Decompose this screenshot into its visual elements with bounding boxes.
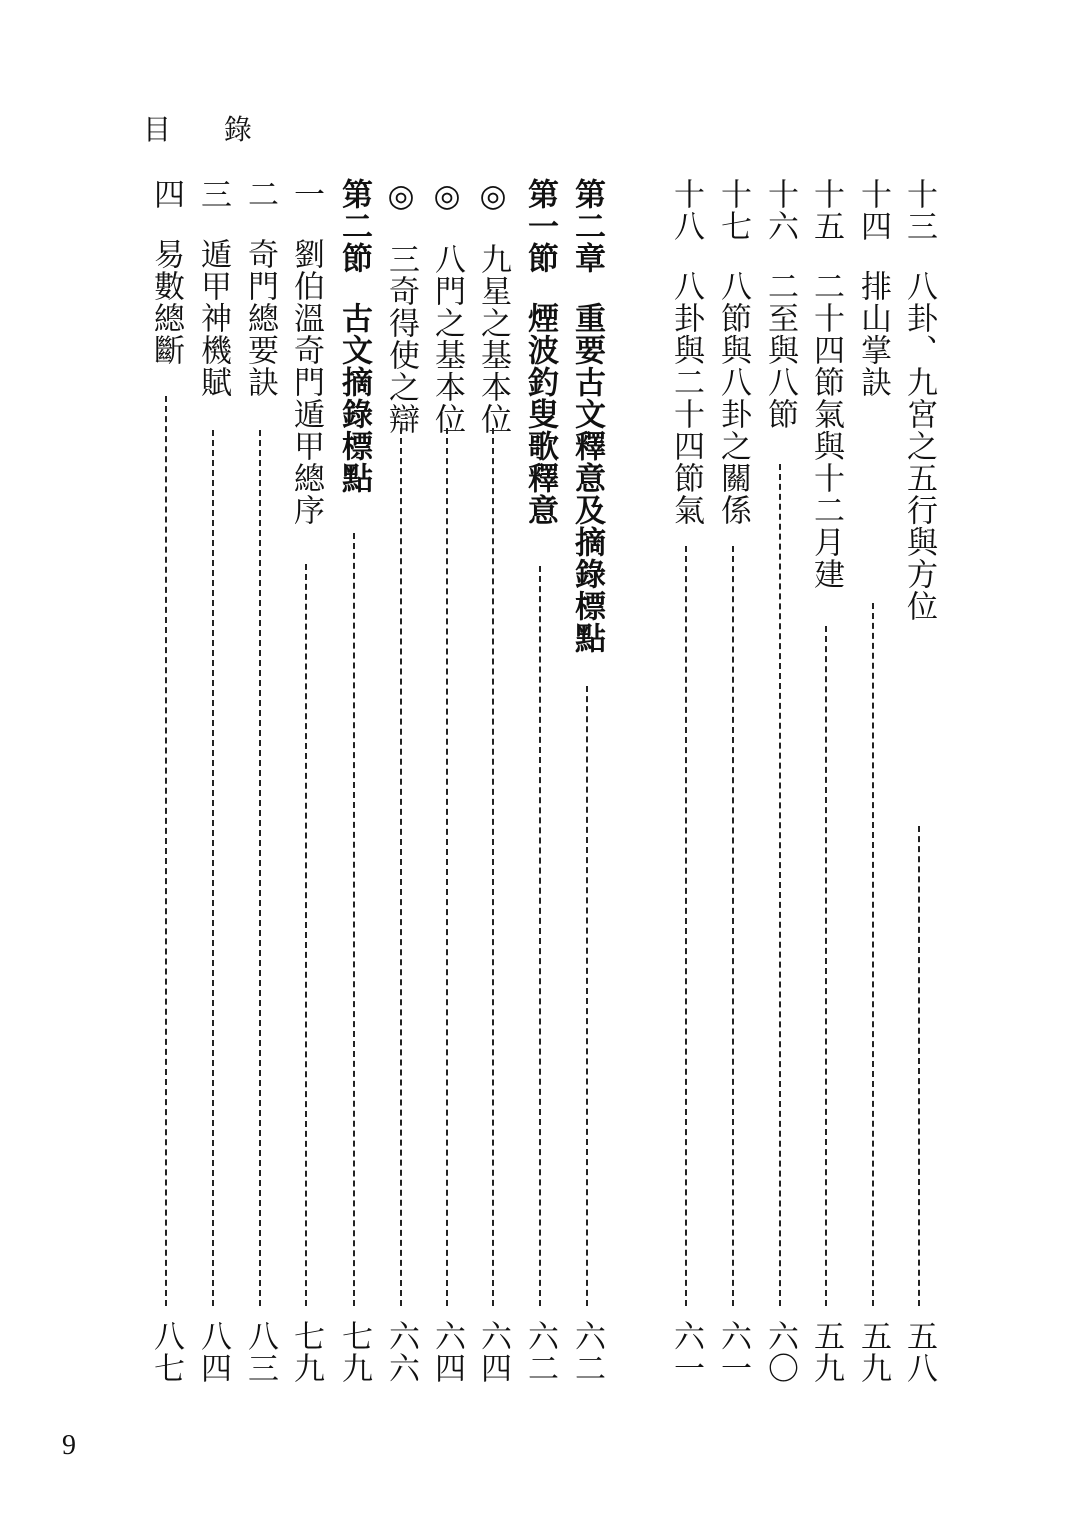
toc-entry-marker: 十七 [715,178,751,242]
dotted-leader [872,603,874,1306]
toc-entry-section[interactable] [334,178,374,1393]
toc-entry-title: 古文摘錄標點 [336,302,372,494]
toc-entry-page: 八七 [148,1320,184,1384]
toc-entry-title: 排山掌訣 [855,270,891,398]
toc-entry[interactable] [193,178,233,1393]
dotted-leader [165,396,167,1306]
page-header-title: 目 錄 [143,113,274,146]
toc-entry[interactable] [146,178,186,1393]
toc-entry-marker: 十六 [762,178,798,242]
toc-entry[interactable] [806,178,846,1393]
toc-entry-page: 六一 [715,1320,751,1384]
toc-entry-chapter[interactable] [567,178,607,1393]
dotted-leader [212,430,214,1306]
toc-entry[interactable] [381,178,421,1393]
dotted-leader [400,428,402,1306]
dotted-leader [446,428,448,1306]
toc-entry[interactable] [899,178,939,1393]
toc-entry[interactable] [853,178,893,1393]
toc-entry-page: 五九 [855,1320,891,1384]
toc-entry-marker: ◎ [475,178,511,215]
page-number: 9 [62,1430,76,1461]
toc-entry-marker: ◎ [429,178,465,215]
toc-entry-title: 二至與八節 [762,270,798,430]
dotted-leader [305,564,307,1306]
toc-entry-title: 三奇得使之辯 [383,243,419,435]
toc-entry-title: 八節與八卦之關係 [715,270,751,526]
toc-entry-page: 五九 [808,1320,844,1384]
toc-entry-title: 煙波釣叟歌釋意 [522,302,558,526]
toc-entry-marker: 十四 [855,178,891,242]
toc-entry-page: 六二 [522,1320,558,1384]
toc-entry-page: 六六 [383,1320,419,1384]
toc-entry[interactable] [473,178,513,1393]
toc-entry-marker: ◎ [383,178,419,215]
toc-entry-title: 八卦與二十四節氣 [668,270,704,526]
toc-entry-title: 九星之基本位 [475,243,511,435]
toc-entry-marker: 二 [242,178,278,210]
dotted-leader [353,533,355,1306]
toc-entry-page: 七九 [288,1320,324,1384]
toc-entry[interactable] [286,178,326,1393]
dotted-leader [259,430,261,1306]
toc-entry-page: 五八 [901,1320,937,1384]
toc-entry-marker: 一 [288,178,324,210]
toc-entry-marker: 三 [195,178,231,210]
toc-entry-title: 八卦、九宮之五行與方位 [901,270,937,622]
toc-entry-marker: 十八 [668,178,704,242]
toc-entry-section[interactable] [520,178,560,1393]
toc-entry-marker: 十三 [901,178,937,242]
toc-entry-marker: 第二節 [336,178,372,274]
toc-entry-page: 六四 [475,1320,511,1384]
toc-entry-title: 二十四節氣與十二月建 [808,270,844,590]
dotted-leader [586,686,588,1306]
toc-entry-page: 八四 [195,1320,231,1384]
toc-entry[interactable] [427,178,467,1393]
toc-entry-title: 易數總斷 [148,238,184,366]
toc-entry-title: 重要古文釋意及摘錄標點 [569,302,605,654]
dotted-leader [685,546,687,1306]
dotted-leader [779,464,781,1306]
toc-entry[interactable] [713,178,753,1393]
toc-entry-marker: 四 [148,178,184,210]
dotted-leader [825,626,827,1306]
toc-entry-title: 奇門總要訣 [242,238,278,398]
toc-entry-marker: 第二章 [569,178,605,274]
toc-entry-page: 六二 [569,1320,605,1384]
toc-entry[interactable] [666,178,706,1393]
toc-entry-title: 八門之基本位 [429,243,465,435]
toc-entry-marker: 十五 [808,178,844,242]
toc-entry-marker: 第一節 [522,178,558,274]
toc-entry-page: 六〇 [762,1320,798,1384]
dotted-leader [918,826,920,1306]
toc-entry-page: 七九 [336,1320,372,1384]
toc-entry[interactable] [240,178,280,1393]
dotted-leader [492,428,494,1306]
toc-entry[interactable] [760,178,800,1393]
toc-entry-page: 六四 [429,1320,465,1384]
toc-entry-title: 遁甲神機賦 [195,238,231,398]
toc-entry-page: 八三 [242,1320,278,1384]
dotted-leader [539,566,541,1306]
toc-entry-page: 六一 [668,1320,704,1384]
toc-entry-title: 劉伯溫奇門遁甲總序 [288,238,324,526]
dotted-leader [732,546,734,1306]
